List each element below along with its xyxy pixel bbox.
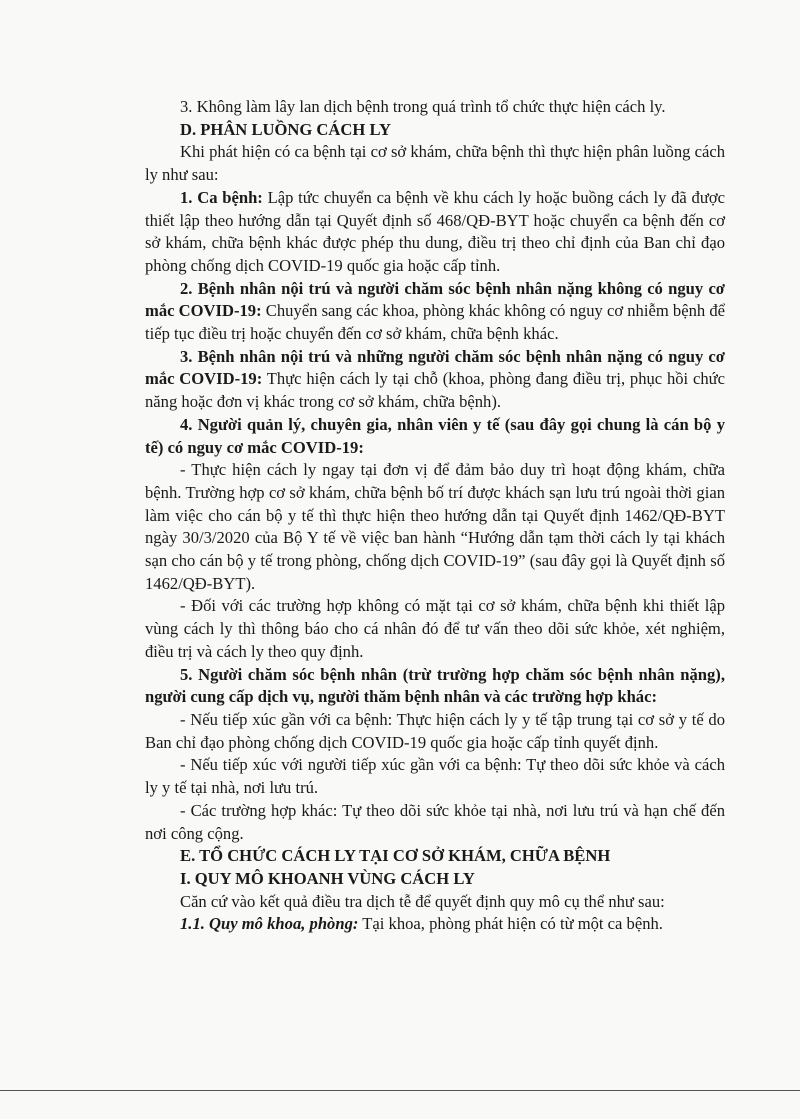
item-2 — [145, 278, 725, 346]
item-text: Chuyển sang các khoa, phòng khác không có nguy cơ nhiễm bệnh để tiếp tục điều trị hoặc chuyển đến cơ sở khám, chữa bệnh khác. — [145, 301, 725, 344]
paragraph: Khi phát hiện có ca bệnh tại cơ sở khám, chữa bệnh thì thực hiện phân luồng cách ly như sau: — [145, 142, 725, 185]
bullet: - Thực hiện cách ly ngay tại đơn vị để đảm bảo duy trì hoạt động khám, chữa bệnh. Trường hợp cơ sở khám, chữa bệnh bố trí được khách sạn lưu trú ngoài thời gian làm việc cho cán bộ y tế thì thực hiện theo hướng dẫn tại Quyết định 1462/QĐ-BYT ngày 30/3/2020 của Bộ Y tế về việc ban hành “Hướng dẫn tạm thời cách ly tại khách sạn cho cán bộ y tế trong phòng, chống dịch COVID-19” (sau đây gọi là Quyết định số 1462/QĐ-BYT). — [145, 460, 725, 593]
item-label: 1. Ca bệnh: — [180, 187, 263, 207]
subsection-label: 1.1. Quy mô khoa, phòng: — [180, 914, 359, 934]
item-text: Lập tức chuyển ca bệnh về khu cách ly hoặc buồng cách ly đã được thiết lập theo hướng dẫn tại Quyết định số 468/QĐ-BYT hoặc chuyển ca bệnh đến cơ sở khám, chữa bệnh khác được phép thu dung, điều trị theo chỉ định của Ban chỉ đạo phòng chống dịch COVID-19 quốc gia hoặc cấp tỉnh. — [145, 187, 725, 275]
bullet: - Đối với các trường hợp không có mặt tại cơ sở khám, chữa bệnh khi thiết lập vùng cách ly thì thông báo cho cá nhân đó để tư vấn theo dõi sức khỏe, xét nghiệm, điều trị và cách ly theo quy định. — [145, 596, 725, 661]
document-body — [145, 96, 725, 936]
bullet: - Nếu tiếp xúc gần với ca bệnh: Thực hiện cách ly y tế tập trung tại cơ sở y tế do Ban chỉ đạo phòng chống dịch COVID-19 quốc gia hoặc cấp tỉnh quyết định. — [145, 709, 725, 752]
footer-divider — [0, 1090, 800, 1091]
subsection-1-1 — [145, 913, 725, 936]
section-heading-e: E. TỔ CHỨC CÁCH LY TẠI CƠ SỞ KHÁM, CHỮA BỆNH — [180, 846, 611, 866]
bullet: - Các trường hợp khác: Tự theo dõi sức khỏe tại nhà, nơi lưu trú và hạn chế đến nơi công cộng. — [145, 800, 725, 843]
item-5-label: 5. Người chăm sóc bệnh nhân (trừ trường hợp chăm sóc bệnh nhân nặng), người cung cấp dịch vụ, người thăm bệnh nhân và các trường hợp khác: — [145, 664, 725, 707]
item-text: Thực hiện cách ly tại chỗ (khoa, phòng đang điều trị, phục hồi chức năng hoặc đơn vị khác trong cơ sở khám, chữa bệnh). — [145, 369, 725, 412]
paragraph: Căn cứ vào kết quả điều tra dịch tễ để quyết định quy mô cụ thể như sau: — [180, 891, 665, 911]
item-1 — [145, 187, 725, 278]
section-heading-i: I. QUY MÔ KHOANH VÙNG CÁCH LY — [180, 868, 475, 888]
bullet: - Nếu tiếp xúc với người tiếp xúc gần với ca bệnh: Tự theo dõi sức khỏe và cách ly y tế tại nhà, nơi lưu trú. — [145, 755, 725, 798]
item-3 — [145, 346, 725, 414]
item-label: 3. Bệnh nhân nội trú và những người chăm sóc bệnh nhân nặng có nguy cơ mắc COVID-19: — [145, 346, 725, 389]
item-label: 2. Bệnh nhân nội trú và người chăm sóc bệnh nhân nặng không có nguy cơ mắc COVID-19: — [145, 278, 725, 321]
paragraph: 3. Không làm lây lan dịch bệnh trong quá trình tổ chức thực hiện cách ly. — [180, 97, 666, 116]
item-4-label: 4. Người quản lý, chuyên gia, nhân viên y tế (sau đây gọi chung là cán bộ y tế) có nguy cơ mắc COVID-19: — [145, 414, 725, 457]
section-heading-d: D. PHÂN LUỒNG CÁCH LY — [180, 119, 391, 139]
subsection-text: Tại khoa, phòng phát hiện có từ một ca bệnh. — [358, 914, 663, 934]
